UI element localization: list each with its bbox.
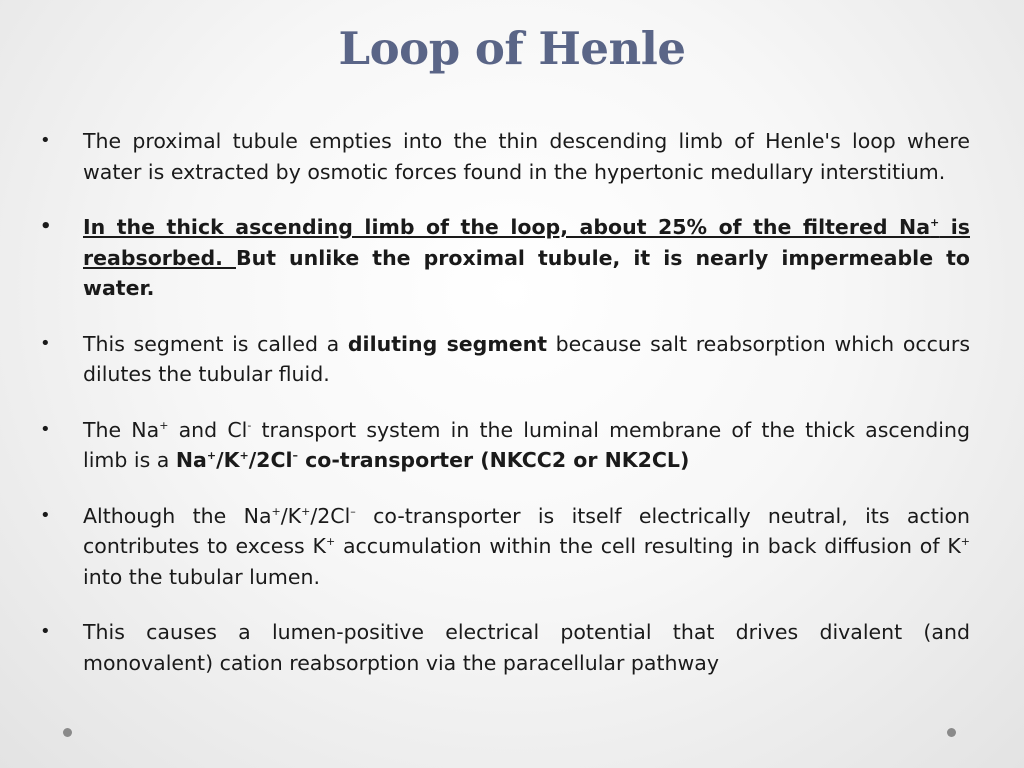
bullet-dot: • (40, 216, 52, 237)
bold-term (176, 448, 689, 472)
superscript: – (292, 449, 299, 462)
superscript: + (206, 449, 217, 462)
bullet-dot: • (40, 130, 51, 151)
superscript: + (159, 418, 169, 432)
bullet-text: accumulation within the cell resulting in back diffusion of K (335, 534, 961, 558)
bullet-text: Although the Na (83, 503, 272, 528)
bullet-text: /K (280, 503, 302, 528)
underlined-text-part: is reabsorbed. (83, 215, 970, 270)
slide-title: Loop of Henle (338, 22, 686, 75)
bullet-text: and Cl (168, 417, 248, 442)
superscript: – (350, 504, 356, 518)
decorative-dot-left (63, 728, 72, 737)
bullet-dot: • (40, 504, 51, 526)
bullet-text: This causes a lumen-positive electrical potential that drives divalent (and monovalent) cation reabsorption via the paracellular pathway (83, 620, 970, 675)
bullet-lumen-positive (40, 617, 970, 678)
bold-term: diluting segment (347, 331, 548, 356)
bullet-diluting-segment (40, 329, 970, 390)
superscript: + (325, 535, 336, 548)
decorative-dot-right (947, 728, 956, 737)
bullet-dot: • (40, 332, 51, 354)
bullet-transport-system (40, 415, 970, 476)
bullet-text: because salt reabsorption which occurs dilutes the tubular fluid. (83, 331, 970, 386)
bullet-text: This segment is called a (83, 331, 348, 356)
superscript: + (239, 449, 249, 462)
bullet-list (40, 126, 970, 678)
bullet-dot: • (40, 621, 51, 642)
bullet-text: The proximal tubule empties into the thin descending limb of Henle's loop where water is extracted by osmotic forces found in the hypertonic medullary interstitium. (83, 129, 970, 184)
superscript: + (960, 535, 970, 548)
bullet-text: /2Cl (310, 503, 351, 528)
bullet-text: into the tubular lumen. (83, 564, 320, 589)
bullet-proximal-tubule (40, 126, 970, 187)
superscript: + (271, 504, 281, 518)
superscript: - (247, 418, 252, 432)
bullet-text: co-transporter is itself electrically neutral, its action contributes to excess K (83, 503, 970, 558)
superscript: + (301, 504, 311, 518)
bold-term-part: /K (216, 448, 240, 472)
bullet-text: But unlike the proximal tubule, it is nearly impermeable to water. (83, 245, 971, 300)
bold-term-part: Na (175, 448, 207, 472)
underlined-text-part: In the thick ascending limb of the loop, about 25% of the filtered Na (83, 215, 931, 239)
bullet-electrically-neutral (40, 501, 970, 593)
bullet-dot: • (40, 418, 51, 440)
superscript: + (930, 216, 940, 229)
bullet-text: transport system in the luminal membrane of the thick ascending limb is a (83, 417, 970, 472)
bold-term-part: co-transporter (NKCC2 or NK2CL) (298, 448, 690, 472)
bullet-thick-ascending-limb (40, 212, 970, 304)
bold-term-part: /2Cl (248, 448, 293, 472)
bullet-text: The Na (83, 417, 160, 442)
